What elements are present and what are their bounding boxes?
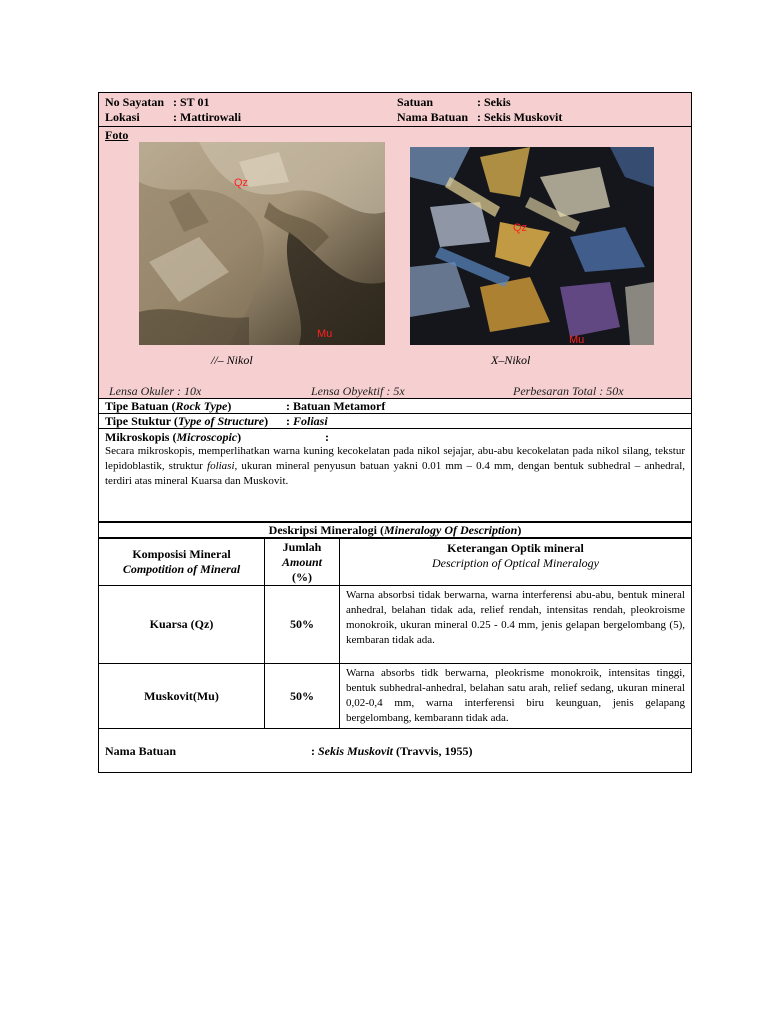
- satuan-label: Satuan: [397, 95, 434, 109]
- table-row: [99, 586, 691, 664]
- caption-crossed-nicol: X–Nikol: [491, 353, 531, 367]
- mineral-name: Muskovit(Mu): [99, 664, 265, 729]
- deskripsi-mineralogi-title: Deskripsi Mineralogi (Mineralogy Of Description): [99, 522, 691, 538]
- micrograph-crossed-nicol: [410, 147, 654, 345]
- col-jumlah: Jumlah Amount (%): [265, 539, 340, 586]
- nama-batuan-header-value: : Sekis Muskovit: [477, 110, 563, 124]
- tipe-struktur-row: [99, 414, 691, 429]
- mineral-amount: 50%: [265, 664, 340, 729]
- lokasi-label: Lokasi: [105, 110, 140, 124]
- qz-label-right: Qz: [513, 222, 528, 234]
- mineral-name: Kuarsa (Qz): [99, 586, 265, 664]
- col-keterangan: Keterangan Optik mineral Description of Optical Mineralogy: [340, 539, 692, 586]
- tipe-batuan-value: : Batuan Metamorf: [286, 399, 386, 413]
- mineral-table: [99, 538, 691, 728]
- nama-batuan-value: : Sekis Muskovit (Travvis, 1955): [311, 744, 473, 758]
- caption-parallel-nicol: //– Nikol: [211, 353, 253, 367]
- petrography-sheet: [98, 92, 692, 773]
- qz-label-left: Qz: [234, 177, 249, 189]
- tipe-batuan-row: [99, 399, 691, 414]
- mineral-description: Warna absorbsi tidak berwarna, warna interferensi abu-abu, bentuk mineral anhedral, belahan tidak ada, relief rendah, intensitas rendah, pleokroisme monokroik, ukuran mineral 0.25 - 0.4 mm, jenis gelapan bergelombang (5), kembaran tidak ada.: [340, 586, 692, 664]
- nama-batuan-header-label: Nama Batuan: [397, 110, 469, 124]
- mu-label-right: Mu: [569, 334, 585, 346]
- mineral-table-header: [99, 539, 691, 586]
- foto-label: Foto: [105, 128, 129, 142]
- photo-section: [99, 127, 691, 399]
- mineral-amount: 50%: [265, 586, 340, 664]
- tipe-batuan-label: Tipe Batuan (Rock Type): [105, 399, 232, 413]
- mikroskopis-label: Mikroskopis (Microscopic) :: [105, 430, 329, 444]
- mu-label-left: Mu: [317, 328, 333, 340]
- tipe-struktur-value: : Foliasi: [286, 414, 328, 428]
- tipe-struktur-label: Tipe Stuktur (Type of Structure): [105, 414, 269, 428]
- no-sayatan-label: No Sayatan: [105, 95, 165, 109]
- mineral-description: Warna absorbs tidk berwarna, pleokrisme monokroik, intensitas tinggi, bentuk subhedral-anhedral, belahan satu arah, relief sedang, ukuran mineral 0,02-0,4 mm, warna interferensi biru keunguan, jenis gelapang bergelombang, kembarann tidak ada.: [340, 664, 692, 729]
- mikroskopis-section: [99, 429, 691, 522]
- nama-batuan-label: Nama Batuan: [105, 744, 177, 758]
- lensa-okuler: Lensa Okuler : 10x: [109, 384, 202, 398]
- nama-batuan-row: [99, 728, 691, 772]
- perbesaran-total: Perbesaran Total : 50x: [513, 384, 624, 398]
- lokasi-value: : Mattirowali: [173, 110, 242, 124]
- satuan-value: : Sekis: [477, 95, 511, 109]
- no-sayatan-value: : ST 01: [173, 95, 210, 109]
- sheet-header: [99, 93, 691, 127]
- table-row: [99, 664, 691, 729]
- micrograph-parallel-nicol: [139, 142, 385, 345]
- mikroskopis-text: Secara mikroskopis, memperlihatkan warna kuning kecokelatan pada nikol sejajar, abu-abu kecokelatan pada nikol silang, tekstur lepidoblastik, struktur foliasi, ukuran mineral penyusun batuan yakni 0.01 mm – 0.4 mm, dengan bentuk subhedral – anhedral, terdiri atas mineral Kuarsa dan Muskovit.: [105, 445, 686, 487]
- col-komposisi: Komposisi Mineral Compotition of Mineral: [99, 539, 265, 586]
- lensa-obyektif: Lensa Obyektif : 5x: [311, 384, 405, 398]
